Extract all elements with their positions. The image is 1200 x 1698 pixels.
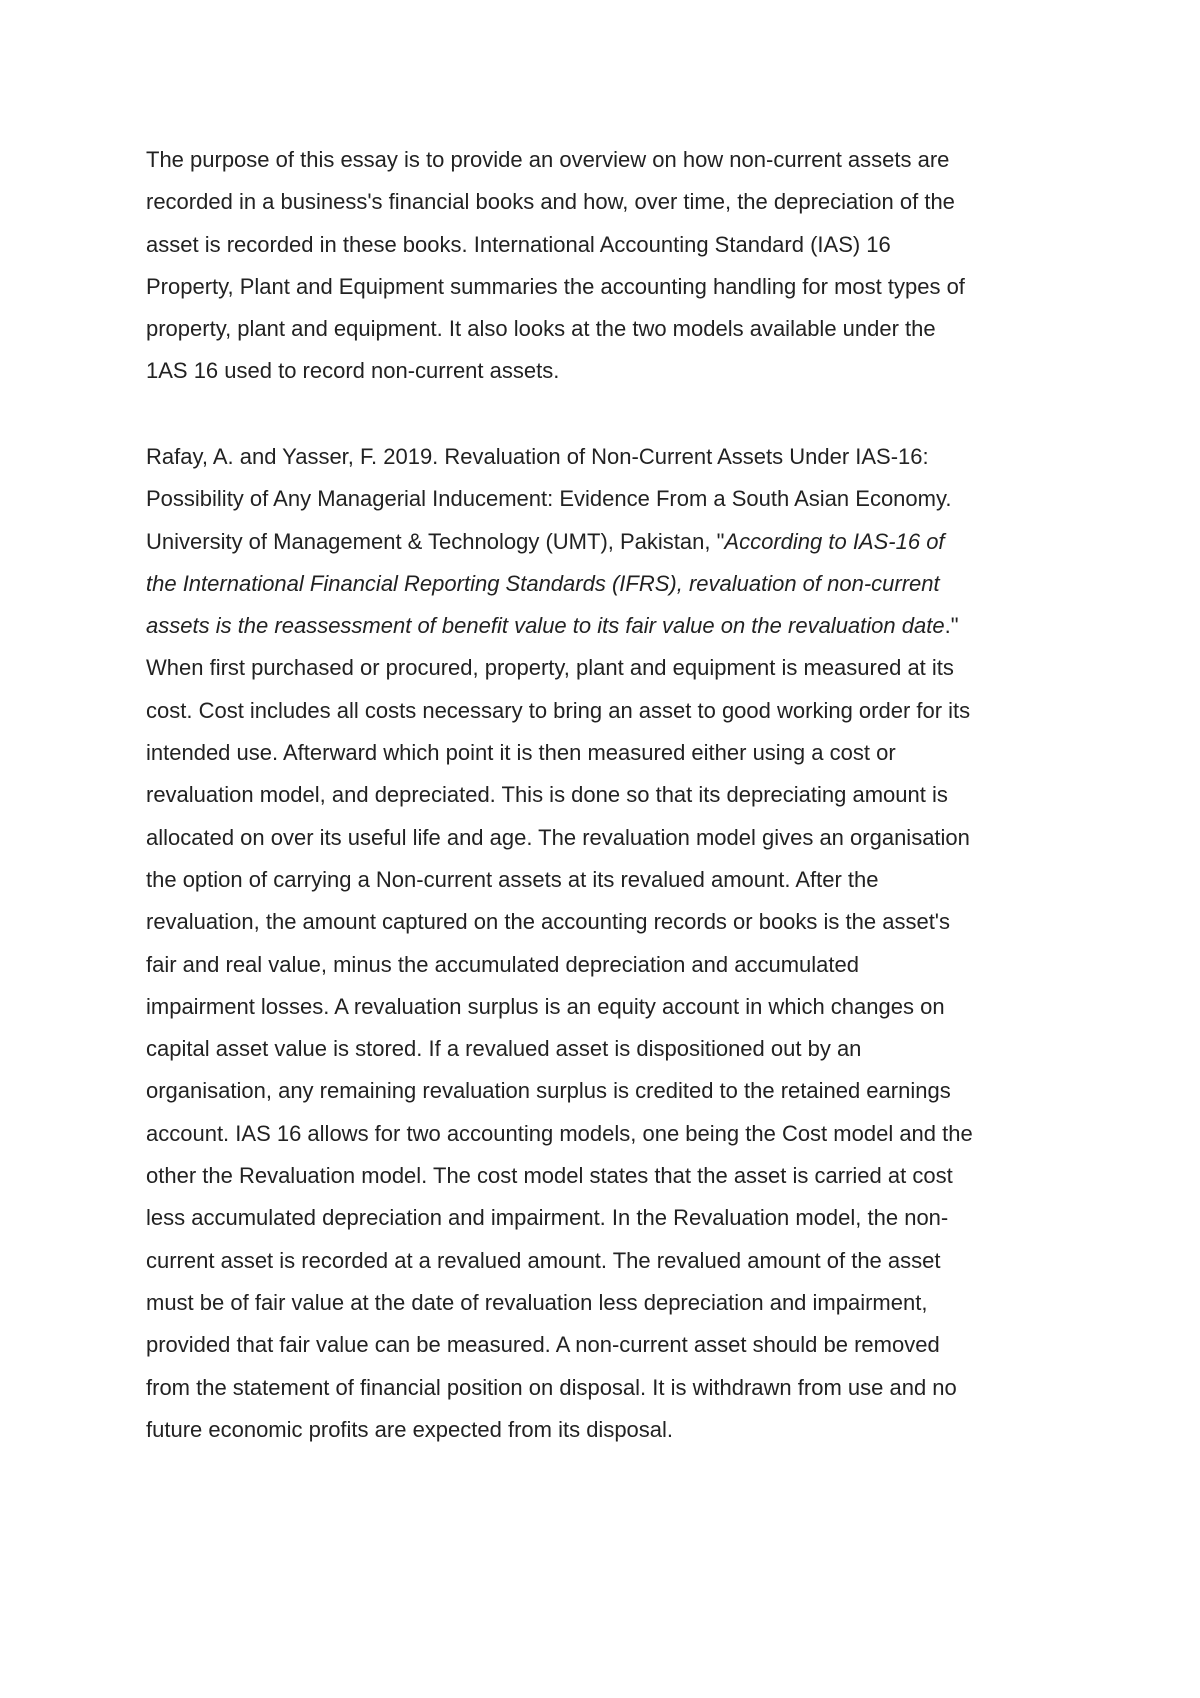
- intro-line: Property, Plant and Equipment summaries the accounting handling for most types of: [146, 273, 965, 299]
- quote-text: assets is the reassessment of benefit value to its fair value on the revaluation date: [146, 613, 945, 639]
- quote-close: .": [944, 613, 959, 639]
- body-line: When first purchased or procured, property, plant and equipment is measured at its: [146, 655, 954, 681]
- body-line: from the statement of financial position on disposal. It is withdrawn from use and no: [146, 1374, 957, 1400]
- intro-line: The purpose of this essay is to provide an overview on how non-current assets are: [146, 147, 950, 172]
- body-line: organisation, any remaining revaluation surplus is credited to the retained earnings: [146, 1078, 951, 1104]
- intro-paragraph: [146, 139, 1076, 393]
- body-line: revaluation model, and depreciated. This is done so that its depreciating amount is: [146, 782, 948, 808]
- body-line: must be of fair value at the date of revaluation less depreciation and impairment,: [146, 1289, 928, 1315]
- body-line: intended use. Afterward which point it is then measured either using a cost or: [146, 740, 896, 766]
- body-line: fair and real value, minus the accumulated depreciation and accumulated: [146, 951, 859, 977]
- quote-line: [146, 605, 1076, 647]
- intro-line: 1AS 16 used to record non-current assets.: [146, 358, 560, 384]
- citation-text: University of Management & Technology (UMT), Pakistan, ": [146, 528, 725, 554]
- body-line: other the Revaluation model. The cost model states that the asset is carried at cost: [146, 1163, 953, 1189]
- body-line: the option of carrying a Non-current assets at its revalued amount. After the: [146, 866, 879, 892]
- quote-text: According to IAS-16 of: [724, 528, 945, 554]
- citation-line: Rafay, A. and Yasser, F. 2019. Revaluation of Non-Current Assets Under IAS-16:: [146, 444, 929, 469]
- body-line: cost. Cost includes all costs necessary to bring an asset to good working order for its: [146, 697, 971, 723]
- intro-line: asset is recorded in these books. International Accounting Standard (IAS) 16: [146, 231, 891, 257]
- quote-line: [146, 563, 1076, 605]
- body-line: current asset is recorded at a revalued amount. The revalued amount of the asset: [146, 1247, 941, 1273]
- quote-text: the International Financial Reporting Standards (IFRS), revaluation of non-current: [146, 570, 940, 596]
- body-line: future economic profits are expected from its disposal.: [146, 1416, 674, 1442]
- body-line: allocated on over its useful life and age. The revaluation model gives an organisation: [146, 824, 970, 850]
- intro-line: property, plant and equipment. It also looks at the two models available under the: [146, 316, 936, 342]
- body-line: revaluation, the amount captured on the accounting records or books is the asset's: [146, 909, 951, 935]
- body-line: account. IAS 16 allows for two accounting models, one being the Cost model and the: [146, 1120, 973, 1146]
- intro-line: recorded in a business's financial books and how, over time, the depreciation of the: [146, 189, 955, 215]
- body-line: provided that fair value can be measured. A non-current asset should be removed: [146, 1332, 940, 1358]
- citation-line: Possibility of Any Managerial Inducement: Evidence From a South Asian Economy.: [146, 486, 952, 512]
- body-paragraph: [146, 436, 1076, 1451]
- citation-line: [146, 521, 1076, 563]
- body-line: capital asset value is stored. If a revalued asset is dispositioned out by an: [146, 1036, 862, 1062]
- body-line: impairment losses. A revaluation surplus is an equity account in which changes on: [146, 993, 945, 1019]
- body-line: less accumulated depreciation and impairment. In the Revaluation model, the non-: [146, 1205, 949, 1231]
